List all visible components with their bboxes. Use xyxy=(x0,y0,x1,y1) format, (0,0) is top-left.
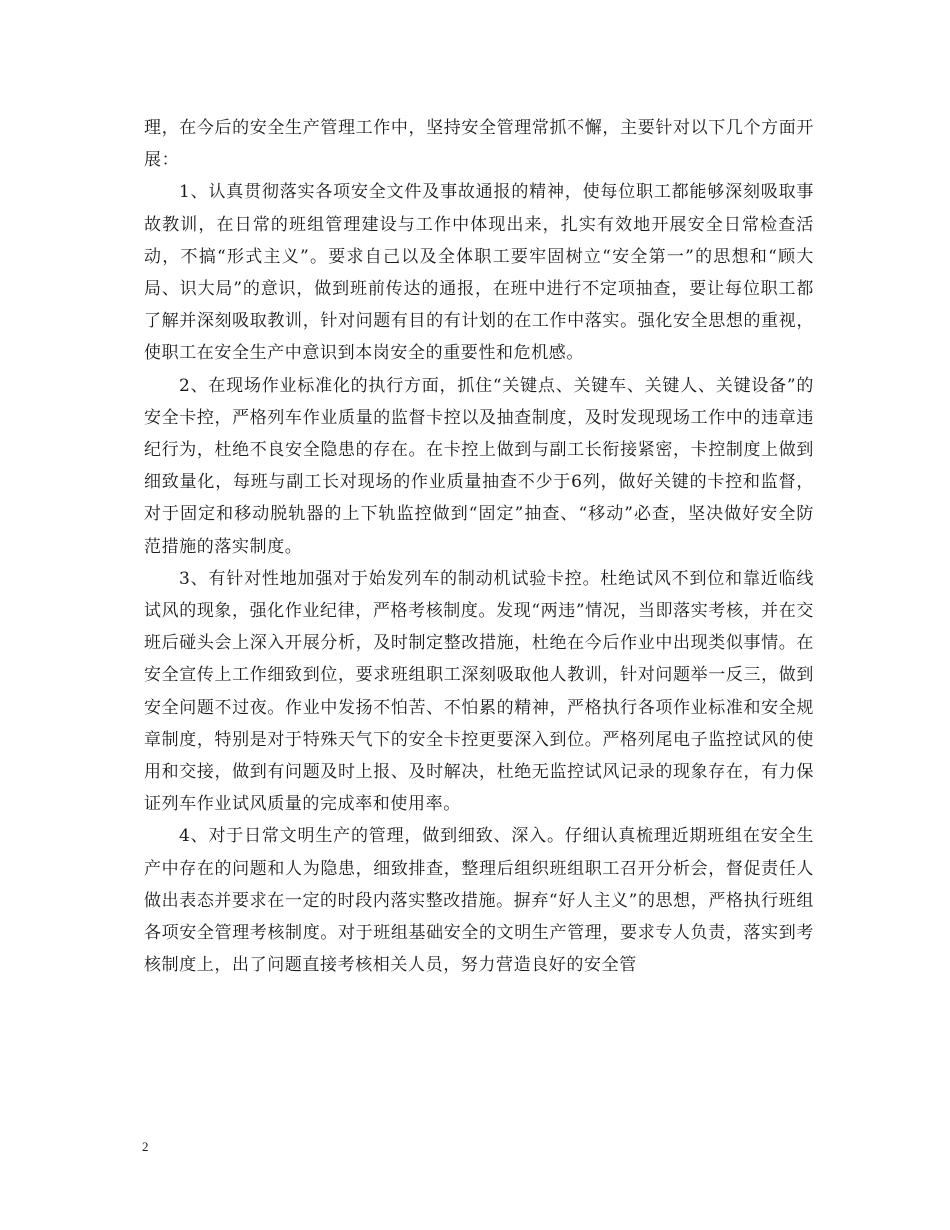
paragraph-item-3: 3、有针对性地加强对于始发列车的制动机试验卡控。杜绝试风不到位和靠近临线试风的现象，强化作业纪律，严格考核制度。发现“两违”情况，当即落实考核，并在交班后碰头会上深入开展分析，及时制定整改措施，杜绝在今后作业中出现类似事情。在安全宣传上工作细致到位，要求班组职工深刻吸取他人教训，针对问题举一反三，做到安全问题不过夜。作业中发扬不怕苦、不怕累的精神，严格执行各项作业标准和安全规章制度，特别是对于特殊天气下的安全卡控更要深入到位。严格列尾电子监控试风的使用和交接，做到有问题及时上报、及时解决，杜绝无监控试风记录的现象存在，有力保证列车作业试风质量的完成率和使用率。 xyxy=(144,568,814,815)
document-body xyxy=(144,112,814,981)
page-number: 2 xyxy=(142,1139,149,1154)
paragraph-intro: 理，在今后的安全生产管理工作中，坚持安全管理常抓不懈，主要针对以下几个方面开展： xyxy=(144,118,814,171)
paragraph-item-4: 4、对于日常文明生产的管理，做到细致、深入。仔细认真梳理近期班组在安全生产中存在的问题和人为隐患，细致排查，整理后组织班组职工召开分析会，督促责任人做出表态并要求在一定的时段内落实整改措施。摒弃“好人主义”的思想，严格执行班组各项安全管理考核制度。对于班组基础安全的文明生产管理，要求专人负责，落实到考核制度上，出了问题直接考核相关人员，努力营造良好的安全管 xyxy=(144,826,814,976)
paragraph-item-2: 2、在现场作业标准化的执行方面，抓住“关键点、关键车、关键人、关键设备”的安全卡控，严格列车作业质量的监督卡控以及抽查制度，及时发现现场工作中的违章违纪行为，杜绝不良安全隐患的存在。在卡控上做到与副工长衔接紧密，卡控制度上做到细致量化，每班与副工长对现场的作业质量抽查不少于6列，做好关键的卡控和监督，对于固定和移动脱轨器的上下轨监控做到“固定”抽查、“移动”必查，坚决做好安全防范措施的落实制度。 xyxy=(144,375,814,557)
paragraph-item-1: 1、认真贯彻落实各项安全文件及事故通报的精神，使每位职工都能够深刻吸取事故教训，在日常的班组管理建设与工作中体现出来，扎实有效地开展安全日常检查活动，不搞“形式主义”。要求自己以及全体职工要牢固树立“安全第一”的思想和“顾大局、识大局”的意识，做到班前传达的通报，在班中进行不定项抽查，要让每位职工都了解并深刻吸取教训，针对问题有目的有计划的在工作中落实。强化安全思想的重视，使职工在安全生产中意识到本岗安全的重要性和危机感。 xyxy=(144,182,814,364)
